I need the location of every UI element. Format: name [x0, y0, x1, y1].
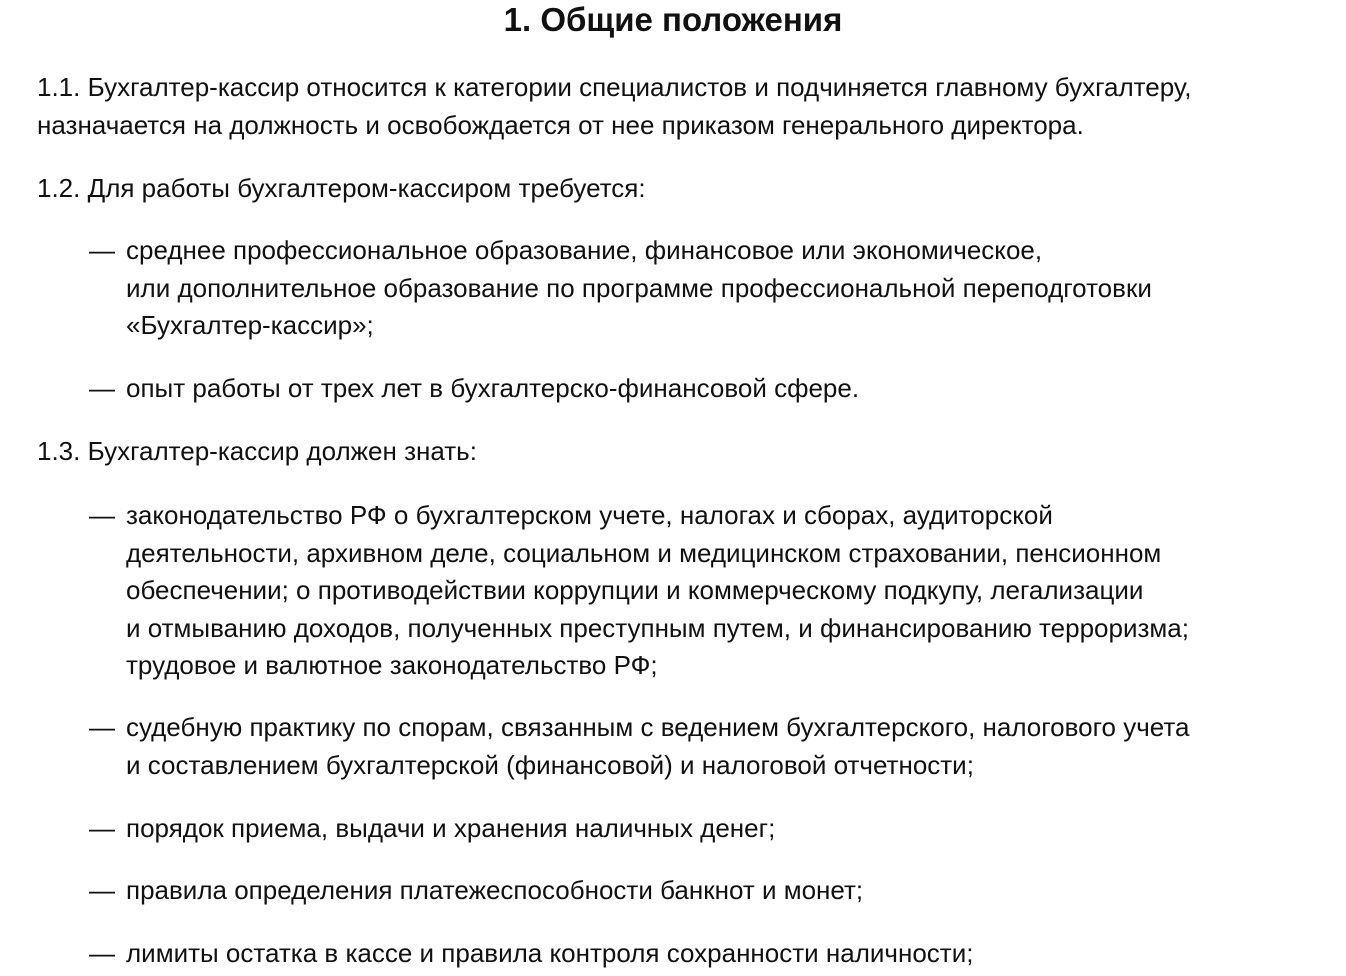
paragraph-1-3: 1.3. Бухгалтер-кассир должен знать: [37, 436, 477, 466]
list-item-court-practice [89, 709, 1319, 784]
list-item-cash-handling [89, 810, 1319, 848]
list-item-line: законодательство РФ о бухгалтерском учете, налогах и сборах, аудиторской [126, 500, 1053, 530]
dash-bullet: — [89, 712, 115, 742]
list-item-line: деятельности, архивном деле, социальном и медицинском страховании, пенсионном [126, 537, 1162, 568]
dash-bullet: — [89, 500, 115, 530]
list-item-legislation [89, 497, 1319, 685]
dash-bullet: — [89, 235, 115, 265]
list-item-line: и отмыванию доходов, полученных преступным путем, и финансированию терроризма; [126, 612, 1189, 643]
list-item-line: трудовое и валютное законодательство РФ; [126, 650, 658, 680]
list-item-banknotes [89, 872, 1319, 910]
list-item-line: правила определения платежеспособности банкнот и монет; [126, 875, 864, 905]
list-item-education [89, 232, 1319, 345]
list-item-line: порядок приема, выдачи и хранения наличных денег; [126, 813, 776, 843]
dash-bullet: — [89, 373, 115, 403]
list-item-experience [89, 370, 1319, 408]
list-item-line: судебную практику по спорам, связанным с ведением бухгалтерского, налогового учета [126, 712, 1190, 742]
paragraph-line: 1.1. Бухгалтер-кассир относится к категории специалистов и подчиняется главному бухгалтеру, [37, 72, 1192, 102]
list-item-line: обеспечении; о противодействии коррупции и коммерческому подкупу, легализации [126, 575, 1144, 605]
dash-bullet: — [89, 875, 115, 905]
list-item-line: и составлением бухгалтерской (финансовой) и налоговой отчетности; [126, 749, 974, 780]
dash-bullet: — [89, 938, 115, 968]
list-item-line: «Бухгалтер-кассир»; [126, 310, 374, 340]
list-item-line: опыт работы от трех лет в бухгалтерско-финансовой сфере. [126, 373, 860, 403]
paragraph-line: назначается на должность и освобождается от нее приказом генерального директора. [37, 109, 1084, 140]
list-item-line: или дополнительное образование по программе профессиональной переподготовки [126, 272, 1152, 303]
paragraph-1-2: 1.2. Для работы бухгалтером-кассиром требуется: [37, 173, 646, 203]
list-item-cash-limits [89, 935, 1319, 973]
page-title: 1. Общие положения [503, 1, 843, 38]
list-item-line: среднее профессиональное образование, финансовое или экономическое, [126, 235, 1043, 265]
list-item-line: лимиты остатка в кассе и правила контроля сохранности наличности; [126, 938, 974, 968]
dash-bullet: — [89, 813, 115, 843]
paragraph-1-1 [37, 69, 1327, 144]
